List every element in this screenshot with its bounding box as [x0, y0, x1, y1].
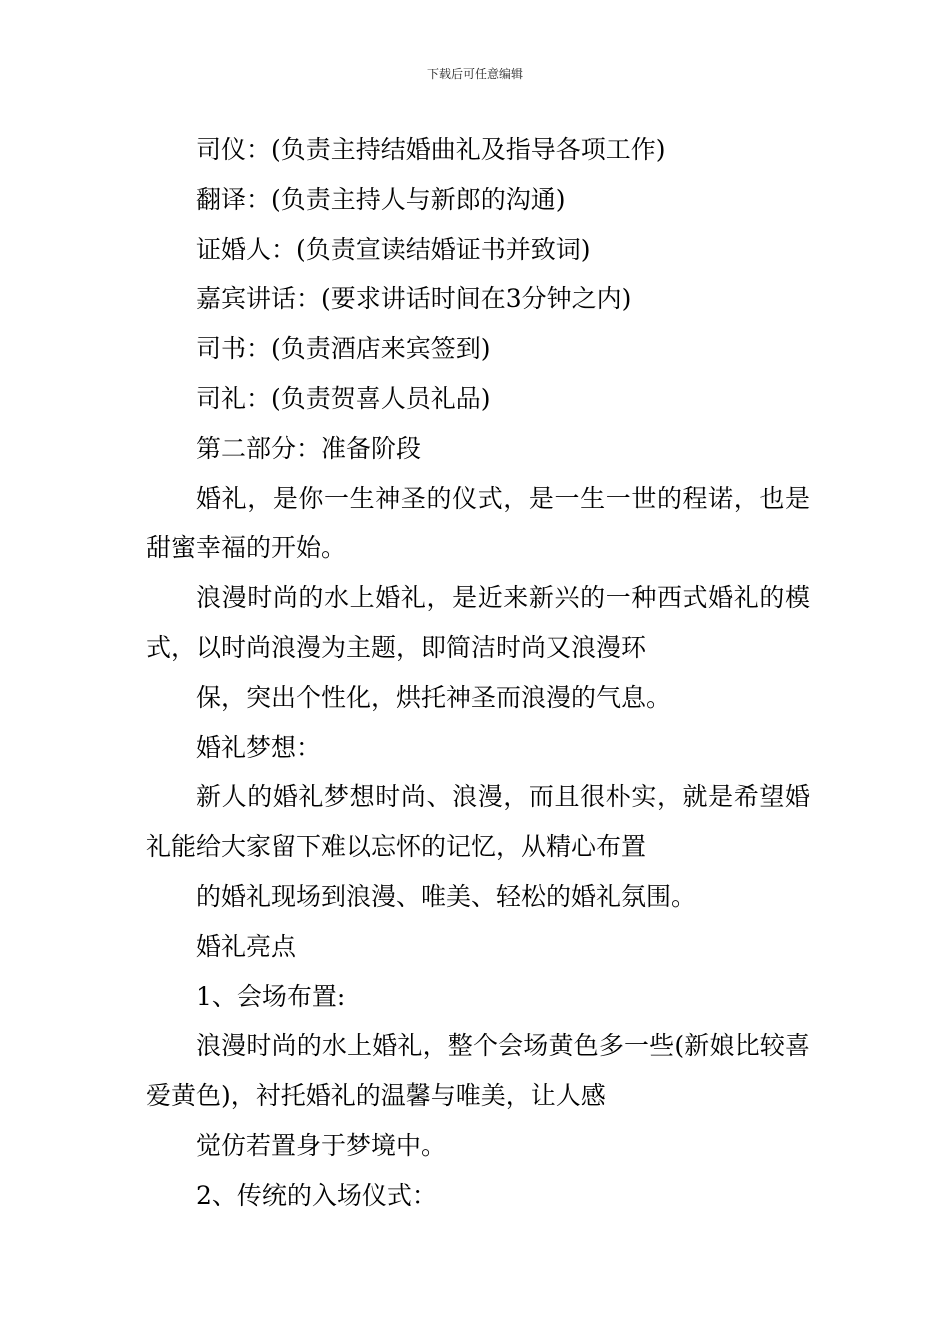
paragraph-11: 婚礼梦想： — [196, 732, 322, 762]
paragraph-1: 司仪：(负责主持结婚曲礼及指导各项工作) — [196, 135, 666, 164]
paragraph-5: 司书：(负责酒店来宾签到) — [196, 334, 491, 364]
paragraph-3: 证婚人：(负责宣读结婚证书并致词) — [196, 234, 591, 264]
paragraph-14: 婚礼亮点 — [196, 931, 297, 961]
paragraph-15: 1、会场布置: — [196, 981, 346, 1011]
paragraph-8: 婚礼，是你一生神圣的仪式，是一生一世的程诺，也是甜蜜幸福的开始。 — [146, 483, 810, 563]
section-heading-part-two: 第二部分：准备阶段 — [196, 433, 422, 463]
paragraph-2: 翻译：(负责主持人与新郎的沟通) — [196, 184, 566, 214]
document-body — [146, 125, 810, 1221]
paragraph-18: 2、传统的入场仪式： — [196, 1180, 437, 1210]
paragraph-9: 浪漫时尚的水上婚礼，是近来新兴的一种西式婚礼的模式，以时尚浪漫为主题，即简洁时尚又浪漫环 — [146, 583, 810, 662]
page-header: 下载后可任意编辑 — [426, 67, 523, 81]
paragraph-10: 保，突出个性化，烘托神圣而浪漫的气息。 — [196, 682, 672, 712]
paragraph-13: 的婚礼现场到浪漫、唯美、轻松的婚礼氛围。 — [196, 881, 697, 911]
paragraph-6: 司礼：(负责贺喜人员礼品) — [196, 383, 491, 413]
paragraph-16: 浪漫时尚的水上婚礼，整个会场黄色多一些(新娘比较喜爱黄色)，衬托婚礼的温馨与唯美，让人感 — [146, 1031, 810, 1111]
paragraph-12: 新人的婚礼梦想时尚、浪漫，而且很朴实，就是希望婚礼能给大家留下难以忘怀的记忆，从精心布置 — [146, 782, 810, 862]
paragraph-4: 嘉宾讲话：(要求讲话时间在3分钟之内) — [196, 284, 632, 314]
paragraph-17: 觉仿若置身于梦境中。 — [196, 1130, 447, 1160]
